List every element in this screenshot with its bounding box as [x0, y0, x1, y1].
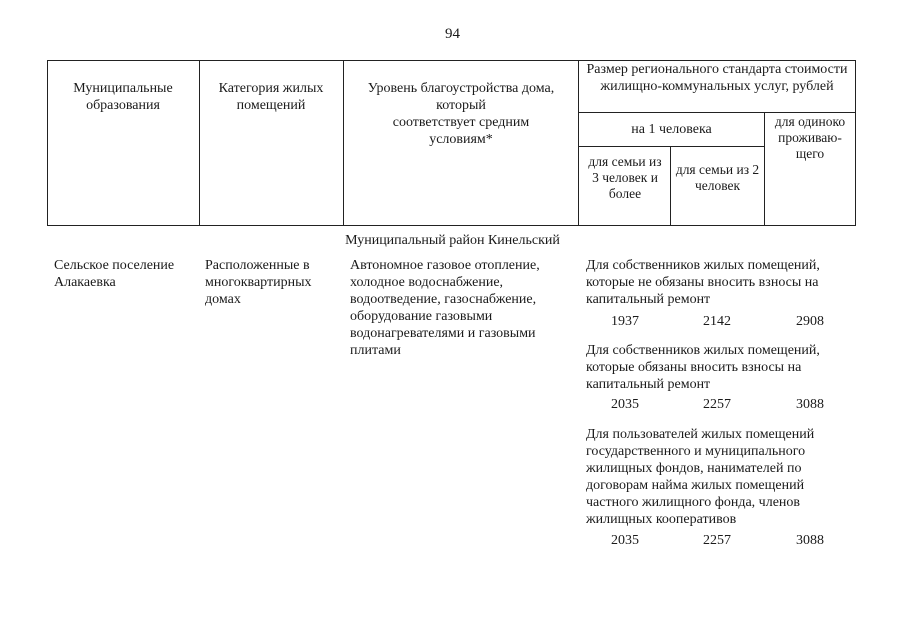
group-label: Для собственников жилых помещений, которые не обязаны вносить взносы на капитальный ремонт [586, 258, 820, 307]
header-level [350, 80, 572, 148]
value-single: 3088 [796, 397, 824, 412]
header-family-2: для семьи из 2 человек [675, 162, 760, 193]
value-family-3: 2035 [611, 397, 639, 412]
page-number: 94 [445, 26, 460, 42]
header-municipality: Муниципальные образования [73, 81, 173, 113]
value-family-2: 2257 [703, 397, 731, 412]
value-family-2: 2142 [703, 314, 731, 329]
row-category: Расположенные в многоквартирных домах [205, 258, 312, 307]
group-label: Для собственников жилых помещений, которые обязаны вносить взносы на капитальный ремонт [586, 343, 820, 392]
header-per-person: на 1 человека [631, 122, 712, 137]
value-single: 3088 [796, 533, 824, 548]
value-single: 2908 [796, 314, 824, 329]
value-family-2: 2257 [703, 533, 731, 548]
value-family-3: 1937 [611, 314, 639, 329]
row-level: Автономное газовое отопление, холодное водоснабжение, водоотведение, газоснабжение, оборудование газовыми водонагревателями и газовыми плитами [350, 258, 540, 358]
header-level-line2: соответствует средним условиям* [392, 115, 530, 147]
section-title: Муниципальный район Кинельский [345, 233, 560, 248]
header-category: Категория жилых помещений [218, 81, 324, 113]
header-single: для одиноко проживаю-щего [774, 114, 846, 161]
header-level-line1: Уровень благоустройства дома, который [367, 81, 555, 113]
header-family-3: для семьи из 3 человек и более [588, 154, 662, 201]
group-label: Для пользователей жилых помещений государственного и муниципального жилищных фондов, нанимателей по договорам найма жилых помещений частного жилищного фонда, членов жилищных кооперативов [586, 427, 815, 527]
value-family-3: 2035 [611, 533, 639, 548]
header-size: Размер регионального стандарта стоимости жилищно-коммунальных услуг, рублей [586, 62, 848, 94]
row-municipality: Сельское поселение Алакаевка [54, 258, 175, 290]
